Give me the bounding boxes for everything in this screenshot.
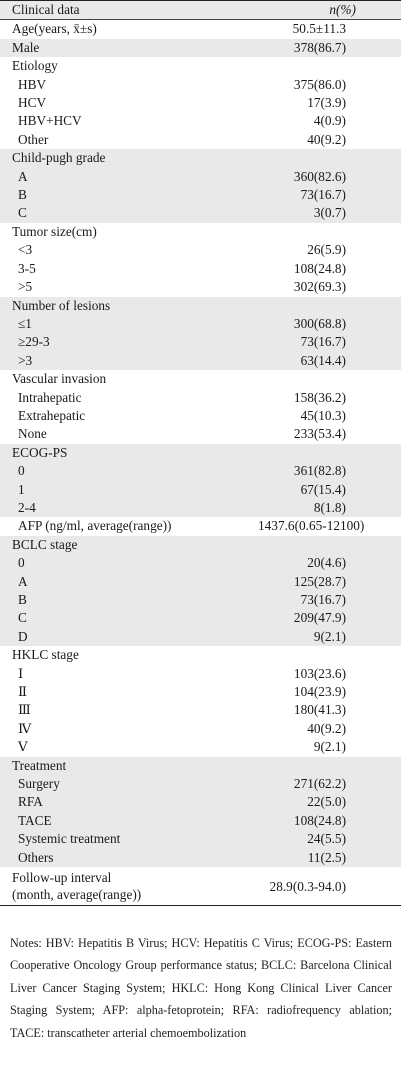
table-row [0, 278, 401, 296]
row-label: B [0, 591, 258, 609]
row-label: Etiology [12, 58, 58, 74]
row-label: Other [18, 131, 49, 147]
table-row [0, 333, 401, 351]
table-row [0, 370, 401, 388]
row-value: 104(23.9) [293, 684, 346, 700]
row-value: 378(86.7) [258, 39, 401, 57]
row-label: C [0, 204, 258, 222]
row-value [258, 149, 401, 167]
row-label: ECOG-PS [0, 444, 258, 462]
row-label: Ⅳ [18, 720, 32, 736]
row-value: 302(69.3) [293, 279, 346, 295]
row-label: RFA [0, 793, 258, 811]
row-value: 4(0.9) [313, 113, 346, 129]
row-value: 271(62.2) [258, 775, 401, 793]
row-value: 233(53.4) [293, 426, 346, 442]
row-value: 73(16.7) [258, 591, 401, 609]
row-value: 73(16.7) [258, 333, 401, 351]
row-label: AFP (ng/ml, average(range)) [18, 518, 172, 534]
table-row [0, 149, 401, 167]
table-row [0, 701, 401, 719]
row-label: BCLC stage [0, 536, 258, 554]
row-label: C [0, 609, 258, 627]
table-row [0, 94, 401, 112]
row-value [258, 223, 401, 241]
row-value: 11(2.5) [258, 849, 401, 867]
row-value: 8(1.8) [258, 499, 401, 517]
row-value: 73(16.7) [258, 186, 401, 204]
table-row [0, 481, 401, 499]
row-label: Tumor size(cm) [12, 223, 97, 239]
row-label: HBV+HCV [18, 113, 82, 129]
table-row [0, 757, 401, 775]
table-row [0, 260, 401, 278]
table-row [0, 462, 401, 480]
table-row [0, 389, 401, 407]
row-value: 45(10.3) [300, 407, 346, 423]
table-row [0, 57, 401, 75]
row-label: None [18, 426, 47, 442]
row-value: 40(9.2) [307, 131, 346, 147]
row-value: 67(15.4) [258, 481, 401, 499]
row-label: A [0, 573, 258, 591]
row-label: Age(years, x̄±s) [12, 21, 97, 37]
row-label: Extrahepatic [18, 407, 86, 423]
row-value: 26(5.9) [307, 242, 346, 258]
row-value: 17(3.9) [307, 95, 346, 111]
table-row [0, 241, 401, 259]
table-row [0, 738, 401, 756]
table-row [0, 223, 401, 241]
row-label: TACE [0, 812, 258, 830]
table-row [0, 720, 401, 738]
table-row [0, 849, 401, 867]
table-row [0, 204, 401, 222]
table-row [0, 131, 401, 149]
row-label: HCV [18, 95, 47, 111]
header-n-percent: n(%) [258, 1, 401, 20]
row-label: Ⅰ [18, 665, 24, 681]
row-value [258, 297, 401, 315]
row-value [258, 444, 401, 462]
row-value: 3(0.7) [258, 204, 401, 222]
row-label: >5 [18, 279, 33, 295]
row-value: 40(9.2) [307, 720, 346, 736]
header-clinical-data: Clinical data [0, 1, 258, 20]
table-row [0, 39, 401, 57]
row-label: 0 [0, 462, 258, 480]
row-value: 158(36.2) [293, 389, 346, 405]
row-label: Treatment [0, 757, 258, 775]
row-value: 9(2.1) [258, 628, 401, 646]
row-value: 375(86.0) [293, 76, 346, 92]
row-value: 361(82.8) [258, 462, 401, 480]
row-label: Number of lesions [0, 297, 258, 315]
row-label: >3 [0, 352, 258, 370]
table-row [0, 683, 401, 701]
row-value: 180(41.3) [293, 702, 346, 718]
row-label: 2-4 [0, 499, 258, 517]
row-value: 28.9(0.3-94.0) [258, 867, 401, 906]
row-value: 103(23.6) [293, 665, 346, 681]
row-label: 1 [0, 481, 258, 499]
table-row [0, 76, 401, 94]
row-label: ≤1 [0, 315, 258, 333]
row-value [258, 646, 401, 664]
row-value: 63(14.4) [258, 352, 401, 370]
row-label: Male [0, 39, 258, 57]
row-value: 9(2.1) [313, 739, 346, 755]
row-label: A [0, 168, 258, 186]
table-row [0, 499, 401, 517]
row-label: 3-5 [18, 260, 36, 276]
row-value [258, 757, 401, 775]
row-value: 209(47.9) [258, 609, 401, 627]
table-row [0, 628, 401, 646]
table-row [0, 665, 401, 683]
table-row [0, 297, 401, 315]
table-row [0, 591, 401, 609]
table-row [0, 609, 401, 627]
row-value: 22(5.0) [258, 793, 401, 811]
row-label: Intrahepatic [18, 389, 82, 405]
row-value: 108(24.8) [293, 260, 346, 276]
table-row [0, 186, 401, 204]
row-label: Vascular invasion [12, 371, 107, 387]
table-row [0, 793, 401, 811]
row-label: Child-pugh grade [0, 149, 258, 167]
table-notes: Notes: HBV: Hepatitis B Virus; HCV: Hepatitis C Virus; ECOG-PS: Eastern Cooperative Oncology Group performance status; BCLC: Barcelona Clinical Liver Cancer Staging System; HKLC: Hong Kong Clinical Liver Cancer Staging System; AFP: alpha-fetoprotein; RFA: radiofrequency ablation; TACE: transcatheter arterial chemoembolization [10, 936, 392, 1040]
table-row [0, 444, 401, 462]
row-value: 24(5.5) [258, 830, 401, 848]
row-label: Surgery [0, 775, 258, 793]
table-row [0, 812, 401, 830]
table-row [0, 407, 401, 425]
table-row [0, 867, 401, 906]
table-row [0, 775, 401, 793]
table-row [0, 168, 401, 186]
row-value: 50.5±11.3 [292, 21, 346, 37]
table-row [0, 554, 401, 572]
row-value: 20(4.6) [258, 554, 401, 572]
row-label: Ⅴ [18, 739, 28, 755]
row-value [258, 536, 401, 554]
table-row [0, 425, 401, 443]
table-row [0, 315, 401, 333]
row-label: B [0, 186, 258, 204]
table-row [0, 830, 401, 848]
row-label: HKLC stage [12, 647, 79, 663]
row-label: Ⅱ [18, 684, 28, 700]
row-value [258, 57, 401, 75]
table-row [0, 536, 401, 554]
row-value: 300(68.8) [258, 315, 401, 333]
table-body [0, 20, 401, 906]
row-value: 360(82.6) [258, 168, 401, 186]
row-value: 125(28.7) [258, 573, 401, 591]
table-row [0, 573, 401, 591]
table-row [0, 517, 401, 535]
table-row [0, 20, 401, 39]
row-label: Ⅲ [18, 702, 31, 718]
table-row [0, 112, 401, 130]
table-row [0, 352, 401, 370]
row-label: Others [0, 849, 258, 867]
table-header-row [0, 1, 401, 20]
row-label: ≥29-3 [0, 333, 258, 351]
row-value: 108(24.8) [258, 812, 401, 830]
row-value [258, 370, 401, 388]
row-label: HBV [18, 76, 47, 92]
row-label: <3 [18, 242, 33, 258]
row-label: D [0, 628, 258, 646]
row-label: Follow-up interval (month, average(range)) [0, 867, 258, 906]
row-label: 0 [0, 554, 258, 572]
row-value: 1437.6(0.65-12100) [258, 518, 365, 534]
row-label: Systemic treatment [0, 830, 258, 848]
table-row [0, 646, 401, 664]
